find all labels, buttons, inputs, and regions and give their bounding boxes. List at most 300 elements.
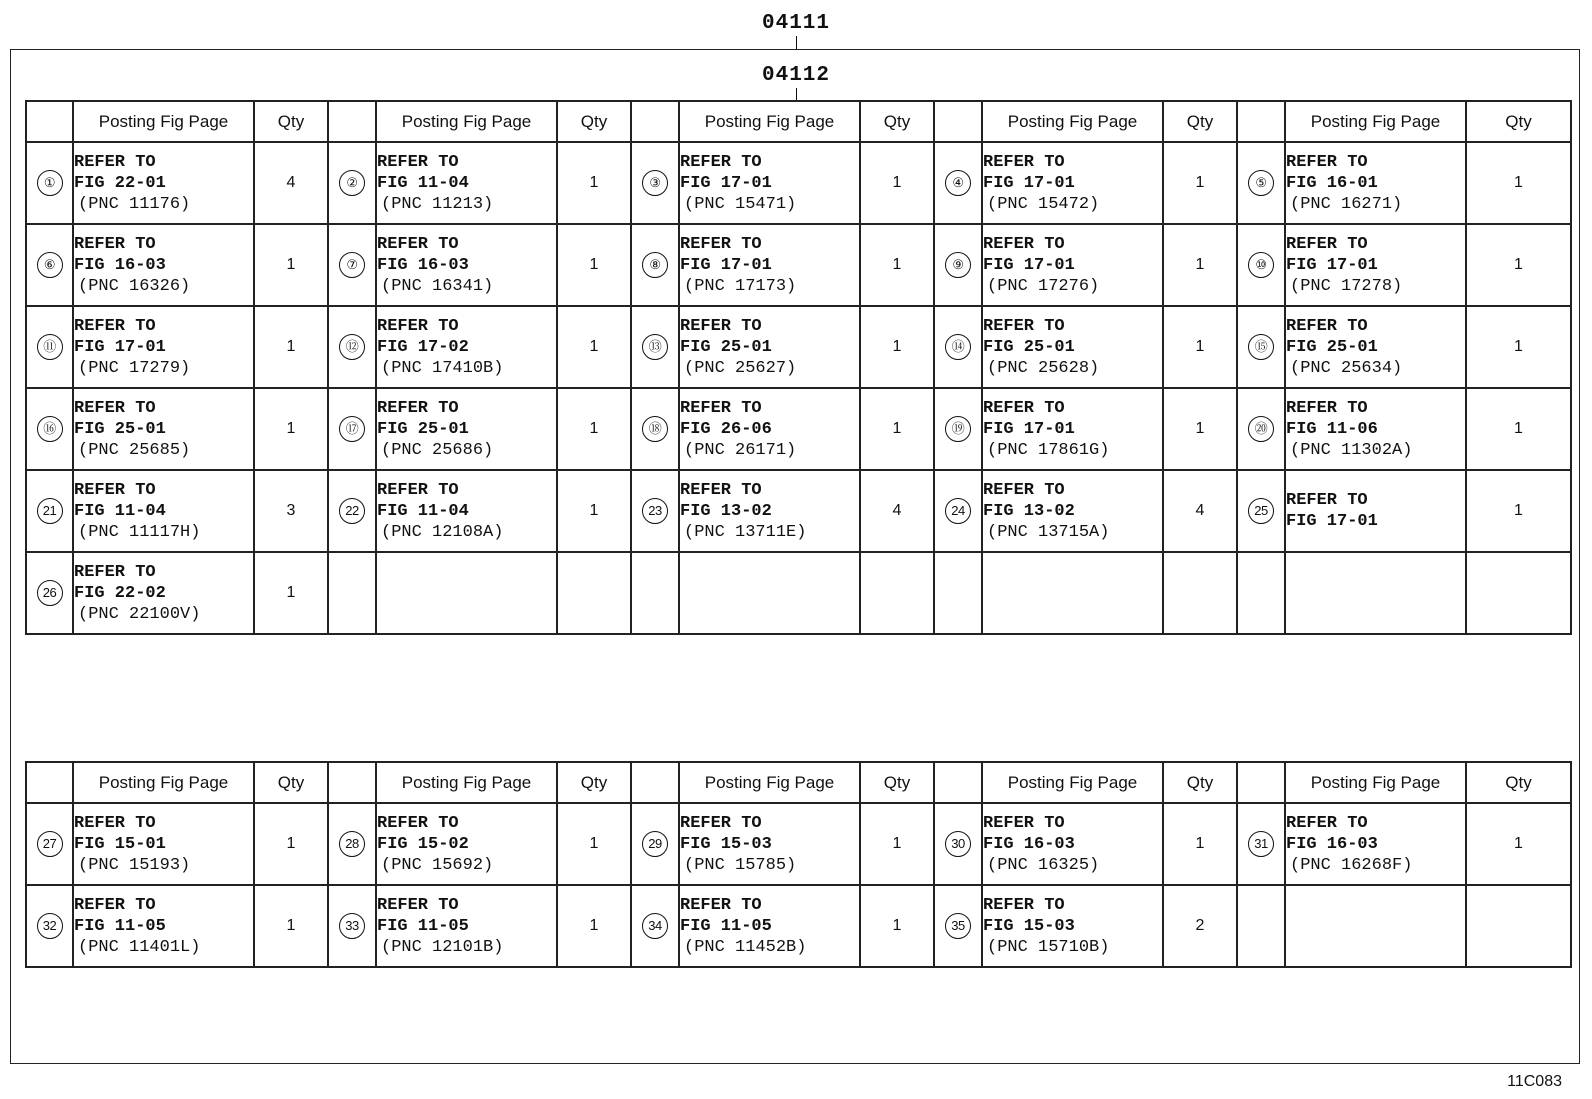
- pnc-text: (PNC 12101B): [381, 937, 504, 957]
- reference-cell: [982, 388, 1163, 470]
- reference-cell: [679, 142, 860, 224]
- pnc-text: (PNC 11452B): [684, 937, 807, 957]
- item-number-cell: [934, 552, 982, 634]
- quantity-cell: 1: [1466, 224, 1571, 306]
- header-index-cell: [934, 101, 982, 142]
- reference-cell: [1285, 885, 1466, 967]
- quantity-cell: 1: [860, 885, 934, 967]
- fig-page-text: FIG 17-01: [680, 173, 772, 193]
- refer-to-text: REFER TO: [1286, 152, 1368, 172]
- fig-page-text: FIG 11-04: [74, 501, 166, 521]
- fig-page-text: FIG 11-05: [680, 916, 772, 936]
- reference-cell: [376, 388, 557, 470]
- refer-to-text: REFER TO: [983, 398, 1065, 418]
- fig-page-text: FIG 26-06: [680, 419, 772, 439]
- refer-to-text: REFER TO: [74, 895, 156, 915]
- refer-to-text: REFER TO: [1286, 491, 1368, 510]
- item-number-badge: ⑳: [1248, 416, 1274, 442]
- pnc-text: (PNC 15785): [684, 855, 797, 875]
- quantity-cell: 1: [254, 803, 328, 885]
- fig-page-text: FIG 25-01: [377, 419, 469, 439]
- figure-code: 11C083: [1507, 1073, 1562, 1090]
- item-number-cell: [26, 142, 73, 224]
- item-number-badge: 33: [339, 913, 365, 939]
- item-number-badge: 27: [37, 831, 63, 857]
- table-row: [26, 306, 1571, 388]
- reference-cell: [73, 470, 254, 552]
- reference-cell: [376, 803, 557, 885]
- item-number-cell: [934, 803, 982, 885]
- pnc-text: (PNC 16271): [1290, 194, 1403, 214]
- header-qty: Qty: [1163, 101, 1237, 142]
- reference-cell: [73, 885, 254, 967]
- reference-cell: [376, 552, 557, 634]
- reference-cell: [679, 885, 860, 967]
- refer-to-text: REFER TO: [983, 895, 1065, 915]
- fig-page-text: FIG 17-01: [1286, 512, 1378, 531]
- refer-to-text: REFER TO: [680, 398, 762, 418]
- refer-to-text: REFER TO: [74, 152, 156, 172]
- fig-page-text: FIG 17-01: [1286, 255, 1378, 275]
- item-number-cell: [26, 552, 73, 634]
- fig-page-text: FIG 16-01: [1286, 173, 1378, 193]
- reference-cell: [1285, 470, 1466, 552]
- reference-cell: [1285, 306, 1466, 388]
- refer-to-text: REFER TO: [983, 234, 1065, 254]
- pnc-text: (PNC 15193): [78, 855, 191, 875]
- header-index-cell: [934, 762, 982, 803]
- header-posting: Posting Fig Page: [376, 762, 557, 803]
- header-qty: Qty: [860, 762, 934, 803]
- fig-page-text: FIG 11-05: [74, 916, 166, 936]
- item-number-cell: [328, 803, 376, 885]
- fig-page-text: FIG 17-01: [74, 337, 166, 357]
- refer-to-text: REFER TO: [1286, 398, 1368, 418]
- reference-cell: [679, 306, 860, 388]
- item-number-badge: 35: [945, 913, 971, 939]
- parts-table-lower: [25, 761, 1572, 968]
- refer-to-text: REFER TO: [680, 480, 762, 500]
- reference-cell: [982, 803, 1163, 885]
- header-index-cell: [328, 101, 376, 142]
- quantity-cell: 1: [860, 224, 934, 306]
- refer-to-text: REFER TO: [377, 480, 459, 500]
- fig-page-text: FIG 11-05: [377, 916, 469, 936]
- header-posting: Posting Fig Page: [73, 762, 254, 803]
- quantity-cell: 1: [860, 388, 934, 470]
- item-number-cell: [1237, 552, 1285, 634]
- pnc-text: (PNC 17276): [987, 276, 1100, 296]
- quantity-cell: 4: [860, 470, 934, 552]
- quantity-cell: 1: [557, 224, 631, 306]
- fig-page-text: FIG 16-03: [1286, 834, 1378, 854]
- header-qty: Qty: [254, 762, 328, 803]
- quantity-cell: 1: [860, 306, 934, 388]
- header-posting: Posting Fig Page: [1285, 101, 1466, 142]
- reference-cell: [73, 552, 254, 634]
- item-number-cell: [934, 470, 982, 552]
- quantity-cell: [1466, 885, 1571, 967]
- refer-to-text: REFER TO: [680, 152, 762, 172]
- fig-page-text: FIG 11-06: [1286, 419, 1378, 439]
- item-number-cell: [934, 885, 982, 967]
- fig-page-text: FIG 13-02: [680, 501, 772, 521]
- pnc-text: (PNC 15471): [684, 194, 797, 214]
- header-posting: Posting Fig Page: [982, 762, 1163, 803]
- refer-to-text: REFER TO: [377, 813, 459, 833]
- quantity-cell: [1163, 552, 1237, 634]
- item-number-badge: 26: [37, 580, 63, 606]
- header-qty: Qty: [1466, 762, 1571, 803]
- pnc-text: (PNC 17278): [1290, 276, 1403, 296]
- item-number-badge: 32: [37, 913, 63, 939]
- header-posting: Posting Fig Page: [982, 101, 1163, 142]
- item-number-cell: [631, 552, 679, 634]
- refer-to-text: REFER TO: [377, 316, 459, 336]
- quantity-cell: 4: [1163, 470, 1237, 552]
- fig-page-text: FIG 16-03: [74, 255, 166, 275]
- reference-cell: [982, 885, 1163, 967]
- pnc-text: (PNC 15710B): [987, 937, 1110, 957]
- item-number-cell: [328, 470, 376, 552]
- quantity-cell: 1: [1163, 142, 1237, 224]
- parts-table-upper: [25, 100, 1572, 635]
- fig-page-text: FIG 17-01: [680, 255, 772, 275]
- header-qty: Qty: [1163, 762, 1237, 803]
- pnc-text: (PNC 22100V): [78, 604, 201, 624]
- pnc-text: (PNC 25685): [78, 440, 191, 460]
- quantity-cell: 2: [1163, 885, 1237, 967]
- item-number-cell: [328, 388, 376, 470]
- item-number-badge: 21: [37, 498, 63, 524]
- item-number-cell: [26, 388, 73, 470]
- fig-page-text: FIG 16-03: [377, 255, 469, 275]
- item-number-cell: [934, 224, 982, 306]
- pnc-text: (PNC 16268F): [1290, 855, 1413, 875]
- quantity-cell: 1: [557, 306, 631, 388]
- table-row: [26, 388, 1571, 470]
- pnc-text: (PNC 25628): [987, 358, 1100, 378]
- pnc-text: (PNC 11401L): [78, 937, 201, 957]
- item-number-cell: [934, 306, 982, 388]
- refer-to-text: REFER TO: [680, 234, 762, 254]
- quantity-cell: 1: [557, 142, 631, 224]
- quantity-cell: [1466, 552, 1571, 634]
- quantity-cell: 3: [254, 470, 328, 552]
- pnc-text: (PNC 13711E): [684, 522, 807, 542]
- item-number-badge: ⑬: [642, 334, 668, 360]
- item-number-badge: ⑪: [37, 334, 63, 360]
- fig-page-text: FIG 25-01: [1286, 337, 1378, 357]
- fig-page-text: FIG 13-02: [983, 501, 1075, 521]
- quantity-cell: 1: [1163, 803, 1237, 885]
- item-number-cell: [631, 306, 679, 388]
- reference-cell: [376, 224, 557, 306]
- pnc-text: (PNC 11213): [381, 194, 494, 214]
- item-number-cell: [328, 885, 376, 967]
- header-qty: Qty: [860, 101, 934, 142]
- item-number-cell: [26, 306, 73, 388]
- pnc-text: (PNC 25627): [684, 358, 797, 378]
- quantity-cell: 1: [254, 306, 328, 388]
- reference-cell: [1285, 388, 1466, 470]
- item-number-badge: ⑰: [339, 416, 365, 442]
- item-number-badge: ④: [945, 170, 971, 196]
- quantity-cell: 1: [254, 552, 328, 634]
- header-posting: Posting Fig Page: [1285, 762, 1466, 803]
- quantity-cell: 1: [254, 388, 328, 470]
- fig-page-text: FIG 25-01: [680, 337, 772, 357]
- header-row: [26, 101, 1571, 142]
- refer-to-text: REFER TO: [1286, 316, 1368, 336]
- reference-cell: [1285, 224, 1466, 306]
- pnc-text: (PNC 11302A): [1290, 440, 1413, 460]
- fig-page-text: FIG 15-03: [680, 834, 772, 854]
- quantity-cell: 1: [1466, 306, 1571, 388]
- item-number-badge: ⑲: [945, 416, 971, 442]
- reference-cell: [1285, 142, 1466, 224]
- header-posting: Posting Fig Page: [73, 101, 254, 142]
- pnc-text: (PNC 17173): [684, 276, 797, 296]
- fig-page-text: FIG 25-01: [74, 419, 166, 439]
- reference-cell: [376, 142, 557, 224]
- item-number-cell: [1237, 142, 1285, 224]
- header-index-cell: [631, 101, 679, 142]
- quantity-cell: 1: [860, 803, 934, 885]
- quantity-cell: 1: [557, 885, 631, 967]
- pnc-text: (PNC 16341): [381, 276, 494, 296]
- fig-page-text: FIG 17-02: [377, 337, 469, 357]
- item-number-badge: ⑩: [1248, 252, 1274, 278]
- item-number-badge: ⑥: [37, 252, 63, 278]
- quantity-cell: 1: [1466, 142, 1571, 224]
- reference-cell: [376, 470, 557, 552]
- pnc-text: (PNC 25634): [1290, 358, 1403, 378]
- pnc-text: (PNC 25686): [381, 440, 494, 460]
- header-qty: Qty: [254, 101, 328, 142]
- quantity-cell: 1: [1466, 388, 1571, 470]
- header-posting: Posting Fig Page: [376, 101, 557, 142]
- reference-cell: [679, 803, 860, 885]
- item-number-badge: 28: [339, 831, 365, 857]
- item-number-badge: 23: [642, 498, 668, 524]
- fig-page-text: FIG 15-01: [74, 834, 166, 854]
- refer-to-text: REFER TO: [377, 152, 459, 172]
- fig-page-text: FIG 17-01: [983, 255, 1075, 275]
- item-number-cell: [1237, 470, 1285, 552]
- item-number-badge: ⑤: [1248, 170, 1274, 196]
- fig-page-text: FIG 15-03: [983, 916, 1075, 936]
- table-row: [26, 885, 1571, 967]
- item-number-badge: ⑯: [37, 416, 63, 442]
- header-index-cell: [1237, 101, 1285, 142]
- item-number-cell: [631, 388, 679, 470]
- item-number-badge: ⑫: [339, 334, 365, 360]
- item-number-cell: [1237, 224, 1285, 306]
- item-number-cell: [328, 224, 376, 306]
- quantity-cell: 1: [557, 470, 631, 552]
- item-number-cell: [328, 306, 376, 388]
- refer-to-text: REFER TO: [983, 480, 1065, 500]
- header-qty: Qty: [557, 762, 631, 803]
- item-number-cell: [631, 142, 679, 224]
- reference-cell: [679, 224, 860, 306]
- pnc-text: (PNC 12108A): [381, 522, 504, 542]
- pnc-text: (PNC 17279): [78, 358, 191, 378]
- reference-cell: [73, 142, 254, 224]
- item-number-badge: ⑧: [642, 252, 668, 278]
- reference-cell: [679, 388, 860, 470]
- item-number-badge: ②: [339, 170, 365, 196]
- item-number-cell: [26, 803, 73, 885]
- reference-cell: [982, 142, 1163, 224]
- item-number-cell: [934, 388, 982, 470]
- quantity-cell: 1: [254, 224, 328, 306]
- item-number-badge: 29: [642, 831, 668, 857]
- header-posting: Posting Fig Page: [679, 762, 860, 803]
- item-number-badge: 31: [1248, 831, 1274, 857]
- pnc-text: (PNC 16325): [987, 855, 1100, 875]
- refer-to-text: REFER TO: [74, 562, 156, 582]
- fig-page-text: FIG 17-01: [983, 419, 1075, 439]
- quantity-cell: 1: [557, 388, 631, 470]
- item-number-cell: [1237, 388, 1285, 470]
- refer-to-text: REFER TO: [74, 813, 156, 833]
- reference-cell: [679, 470, 860, 552]
- reference-cell: [73, 224, 254, 306]
- item-number-cell: [631, 470, 679, 552]
- header-index-cell: [26, 762, 73, 803]
- table-row: [26, 552, 1571, 634]
- refer-to-text: REFER TO: [983, 152, 1065, 172]
- fig-page-text: FIG 25-01: [983, 337, 1075, 357]
- item-number-cell: [934, 142, 982, 224]
- header-index-cell: [26, 101, 73, 142]
- pnc-text: (PNC 26171): [684, 440, 797, 460]
- pnc-text: (PNC 15692): [381, 855, 494, 875]
- item-number-badge: ①: [37, 170, 63, 196]
- pnc-text: (PNC 11176): [78, 194, 191, 214]
- item-number-badge: 25: [1248, 498, 1274, 524]
- quantity-cell: [860, 552, 934, 634]
- reference-cell: [1285, 552, 1466, 634]
- item-number-cell: [26, 885, 73, 967]
- quantity-cell: 1: [254, 885, 328, 967]
- pnc-text: (PNC 11117H): [78, 522, 201, 542]
- header-index-cell: [328, 762, 376, 803]
- item-number-cell: [631, 803, 679, 885]
- reference-cell: [982, 224, 1163, 306]
- fig-page-text: FIG 17-01: [983, 173, 1075, 193]
- reference-cell: [679, 552, 860, 634]
- refer-to-text: REFER TO: [680, 895, 762, 915]
- item-number-cell: [26, 224, 73, 306]
- item-number-cell: [631, 224, 679, 306]
- refer-to-text: REFER TO: [74, 316, 156, 336]
- header-qty: Qty: [557, 101, 631, 142]
- item-number-cell: [328, 142, 376, 224]
- assembly-label-04112: 04112: [761, 64, 830, 87]
- item-number-cell: [26, 470, 73, 552]
- table-row: [26, 803, 1571, 885]
- header-posting: Posting Fig Page: [679, 101, 860, 142]
- quantity-cell: 1: [1163, 224, 1237, 306]
- reference-cell: [982, 552, 1163, 634]
- reference-cell: [376, 885, 557, 967]
- quantity-cell: [557, 552, 631, 634]
- assembly-label-04111: 04111: [761, 12, 830, 35]
- refer-to-text: REFER TO: [680, 316, 762, 336]
- header-index-cell: [1237, 762, 1285, 803]
- refer-to-text: REFER TO: [74, 234, 156, 254]
- item-number-badge: 22: [339, 498, 365, 524]
- reference-cell: [982, 306, 1163, 388]
- header-qty: Qty: [1466, 101, 1571, 142]
- fig-page-text: FIG 22-01: [74, 173, 166, 193]
- leader-line: [796, 36, 797, 50]
- item-number-badge: ⑱: [642, 416, 668, 442]
- reference-cell: [73, 306, 254, 388]
- table-row: [26, 142, 1571, 224]
- quantity-cell: 1: [860, 142, 934, 224]
- item-number-badge: ③: [642, 170, 668, 196]
- quantity-cell: 4: [254, 142, 328, 224]
- refer-to-text: REFER TO: [1286, 813, 1368, 833]
- reference-cell: [1285, 803, 1466, 885]
- fig-page-text: FIG 22-02: [74, 583, 166, 603]
- refer-to-text: REFER TO: [74, 480, 156, 500]
- pnc-text: (PNC 17410B): [381, 358, 504, 378]
- pnc-text: (PNC 17861G): [987, 440, 1110, 460]
- refer-to-text: REFER TO: [983, 316, 1065, 336]
- fig-page-text: FIG 11-04: [377, 173, 469, 193]
- fig-page-text: FIG 11-04: [377, 501, 469, 521]
- item-number-cell: [1237, 306, 1285, 388]
- fig-page-text: FIG 16-03: [983, 834, 1075, 854]
- item-number-badge: 34: [642, 913, 668, 939]
- item-number-cell: [1237, 885, 1285, 967]
- header-index-cell: [631, 762, 679, 803]
- reference-cell: [73, 803, 254, 885]
- quantity-cell: 1: [1163, 388, 1237, 470]
- refer-to-text: REFER TO: [377, 398, 459, 418]
- pnc-text: (PNC 16326): [78, 276, 191, 296]
- item-number-cell: [1237, 803, 1285, 885]
- quantity-cell: 1: [557, 803, 631, 885]
- pnc-text: (PNC 13715A): [987, 522, 1110, 542]
- item-number-badge: 30: [945, 831, 971, 857]
- header-row: [26, 762, 1571, 803]
- item-number-badge: ⑨: [945, 252, 971, 278]
- reference-cell: [73, 388, 254, 470]
- refer-to-text: REFER TO: [680, 813, 762, 833]
- fig-page-text: FIG 15-02: [377, 834, 469, 854]
- table-row: [26, 224, 1571, 306]
- refer-to-text: REFER TO: [377, 234, 459, 254]
- item-number-badge: ⑮: [1248, 334, 1274, 360]
- refer-to-text: REFER TO: [74, 398, 156, 418]
- reference-cell: [982, 470, 1163, 552]
- item-number-cell: [328, 552, 376, 634]
- pnc-text: (PNC 15472): [987, 194, 1100, 214]
- table-row: [26, 470, 1571, 552]
- item-number-badge: 24: [945, 498, 971, 524]
- refer-to-text: REFER TO: [1286, 234, 1368, 254]
- quantity-cell: 1: [1163, 306, 1237, 388]
- refer-to-text: REFER TO: [377, 895, 459, 915]
- quantity-cell: 1: [1466, 803, 1571, 885]
- item-number-cell: [631, 885, 679, 967]
